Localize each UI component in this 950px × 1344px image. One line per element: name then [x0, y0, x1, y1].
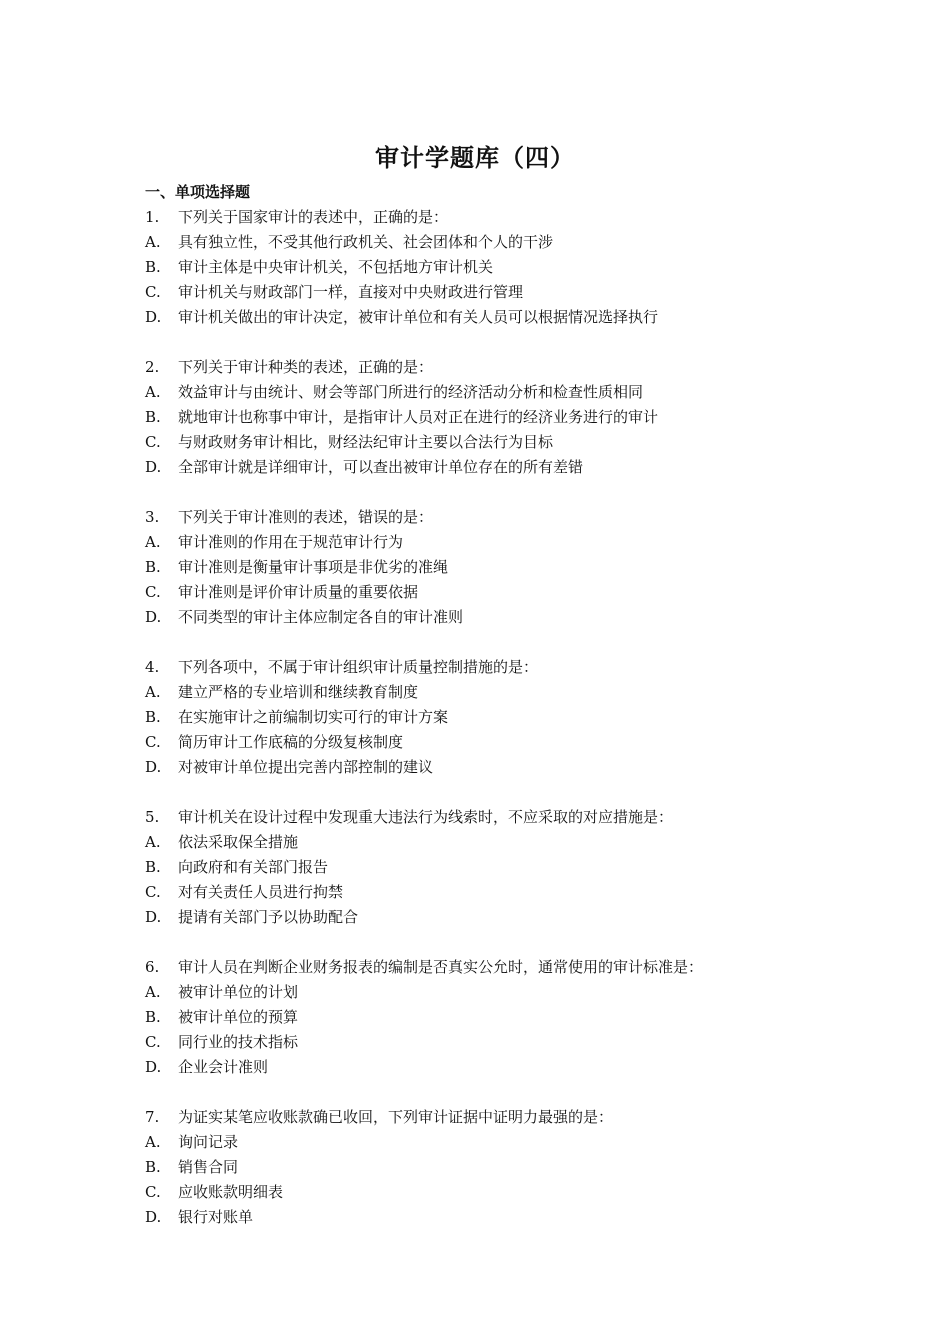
question-number: 2. [145, 358, 160, 376]
answer-option [145, 305, 845, 330]
question-number: 3. [145, 508, 160, 526]
question-item [145, 805, 845, 930]
option-text: 企业会计准则 [178, 1058, 269, 1076]
option-text: 应收账款明细表 [178, 1183, 284, 1201]
question-text: 下列关于审计种类的表述，正确的是： [178, 358, 434, 376]
option-label: D. [145, 458, 162, 476]
answer-option [145, 980, 845, 1005]
question-text: 下列各项中，不属于审计组织审计质量控制措施的是： [178, 658, 539, 676]
answer-option [145, 380, 845, 405]
answer-option [145, 1030, 845, 1055]
question-number: 5. [145, 808, 160, 826]
option-label: C. [145, 1033, 161, 1051]
option-label: A. [145, 983, 161, 1001]
option-text: 在实施审计之前编制切实可行的审计方案 [178, 708, 449, 726]
option-text: 审计准则是衡量审计事项是非优劣的准绳 [178, 558, 449, 576]
answer-option [145, 730, 845, 755]
question-text: 下列关于审计准则的表述，错误的是： [178, 508, 434, 526]
option-label: C. [145, 433, 161, 451]
option-label: A. [145, 533, 161, 551]
question-text: 审计机关在设计过程中发现重大违法行为线索时，不应采取的对应措施是： [178, 808, 674, 826]
question-text: 审计人员在判断企业财务报表的编制是否真实公允时，通常使用的审计标准是： [178, 958, 704, 976]
option-text: 被审计单位的预算 [178, 1008, 299, 1026]
question-number: 7. [145, 1108, 160, 1126]
option-label: B. [145, 708, 161, 726]
answer-option [145, 1130, 845, 1155]
answer-option [145, 455, 845, 480]
option-text: 对被审计单位提出完善内部控制的建议 [178, 758, 434, 776]
option-label: D. [145, 758, 162, 776]
question-bank [145, 180, 845, 1255]
option-text: 同行业的技术指标 [178, 1033, 299, 1051]
option-text: 向政府和有关部门报告 [178, 858, 329, 876]
option-label: C. [145, 883, 161, 901]
option-text: 建立严格的专业培训和继续教育制度 [178, 683, 419, 701]
option-label: B. [145, 408, 161, 426]
option-label: D. [145, 1208, 162, 1226]
answer-option [145, 1205, 845, 1230]
option-label: A. [145, 683, 161, 701]
question-number: 4. [145, 658, 160, 676]
question-stem [145, 1105, 845, 1130]
option-text: 审计准则的作用在于规范审计行为 [178, 533, 404, 551]
answer-option [145, 705, 845, 730]
option-text: 不同类型的审计主体应制定各自的审计准则 [178, 608, 464, 626]
question-stem [145, 505, 845, 530]
page-title: 审计学题库（四） [375, 144, 575, 172]
option-label: A. [145, 1133, 161, 1151]
section-heading: 一、单项选择题 [145, 183, 251, 201]
answer-option [145, 405, 845, 430]
answer-option [145, 905, 845, 930]
question-item [145, 955, 845, 1080]
option-text: 银行对账单 [178, 1208, 254, 1226]
answer-option [145, 430, 845, 455]
option-text: 审计机关做出的审计决定，被审计单位和有关人员可以根据情况选择执行 [178, 308, 659, 326]
option-label: C. [145, 583, 161, 601]
option-label: A. [145, 383, 161, 401]
answer-option [145, 230, 845, 255]
question-number: 1. [145, 208, 160, 226]
option-label: D. [145, 308, 162, 326]
answer-option [145, 605, 845, 630]
option-label: B. [145, 1008, 161, 1026]
option-text: 全部审计就是详细审计，可以查出被审计单位存在的所有差错 [178, 458, 584, 476]
question-stem [145, 205, 845, 230]
answer-option [145, 880, 845, 905]
answer-option [145, 555, 845, 580]
option-text: 对有关责任人员进行拘禁 [178, 883, 344, 901]
option-label: A. [145, 233, 161, 251]
answer-option [145, 280, 845, 305]
option-text: 审计准则是评价审计质量的重要依据 [178, 583, 419, 601]
option-label: C. [145, 733, 161, 751]
option-text: 具有独立性，不受其他行政机关、社会团体和个人的干涉 [178, 233, 554, 251]
option-label: D. [145, 608, 162, 626]
option-text: 销售合同 [178, 1158, 239, 1176]
question-stem [145, 655, 845, 680]
question-stem [145, 955, 845, 980]
option-text: 审计主体是中央审计机关，不包括地方审计机关 [178, 258, 494, 276]
question-item [145, 205, 845, 330]
answer-option [145, 855, 845, 880]
answer-option [145, 755, 845, 780]
question-text: 为证实某笔应收账款确已收回，下列审计证据中证明力最强的是： [178, 1108, 614, 1126]
question-stem [145, 355, 845, 380]
answer-option [145, 1180, 845, 1205]
question-item [145, 355, 845, 480]
option-text: 提请有关部门予以协助配合 [178, 908, 359, 926]
option-label: B. [145, 258, 161, 276]
option-label: C. [145, 1183, 161, 1201]
answer-option [145, 255, 845, 280]
question-item [145, 505, 845, 630]
option-text: 被审计单位的计划 [178, 983, 299, 1001]
answer-option [145, 830, 845, 855]
question-text: 下列关于国家审计的表述中，正确的是： [178, 208, 449, 226]
option-label: B. [145, 1158, 161, 1176]
option-label: D. [145, 1058, 162, 1076]
option-text: 就地审计也称事中审计，是指审计人员对正在进行的经济业务进行的审计 [178, 408, 659, 426]
answer-option [145, 680, 845, 705]
option-label: D. [145, 908, 162, 926]
question-item [145, 1105, 845, 1230]
option-text: 依法采取保全措施 [178, 833, 299, 851]
option-text: 与财政财务审计相比，财经法纪审计主要以合法行为目标 [178, 433, 554, 451]
answer-option [145, 580, 845, 605]
option-label: B. [145, 858, 161, 876]
question-list [145, 205, 845, 1230]
question-item [145, 655, 845, 780]
option-text: 简历审计工作底稿的分级复核制度 [178, 733, 404, 751]
question-number: 6. [145, 958, 160, 976]
option-text: 审计机关与财政部门一样，直接对中央财政进行管理 [178, 283, 524, 301]
answer-option [145, 530, 845, 555]
answer-option [145, 1005, 845, 1030]
answer-option [145, 1055, 845, 1080]
option-text: 效益审计与由统计、财会等部门所进行的经济活动分析和检查性质相同 [178, 383, 644, 401]
question-stem [145, 805, 845, 830]
option-label: A. [145, 833, 161, 851]
answer-option [145, 1155, 845, 1180]
option-label: C. [145, 283, 161, 301]
option-label: B. [145, 558, 161, 576]
option-text: 询问记录 [178, 1133, 239, 1151]
